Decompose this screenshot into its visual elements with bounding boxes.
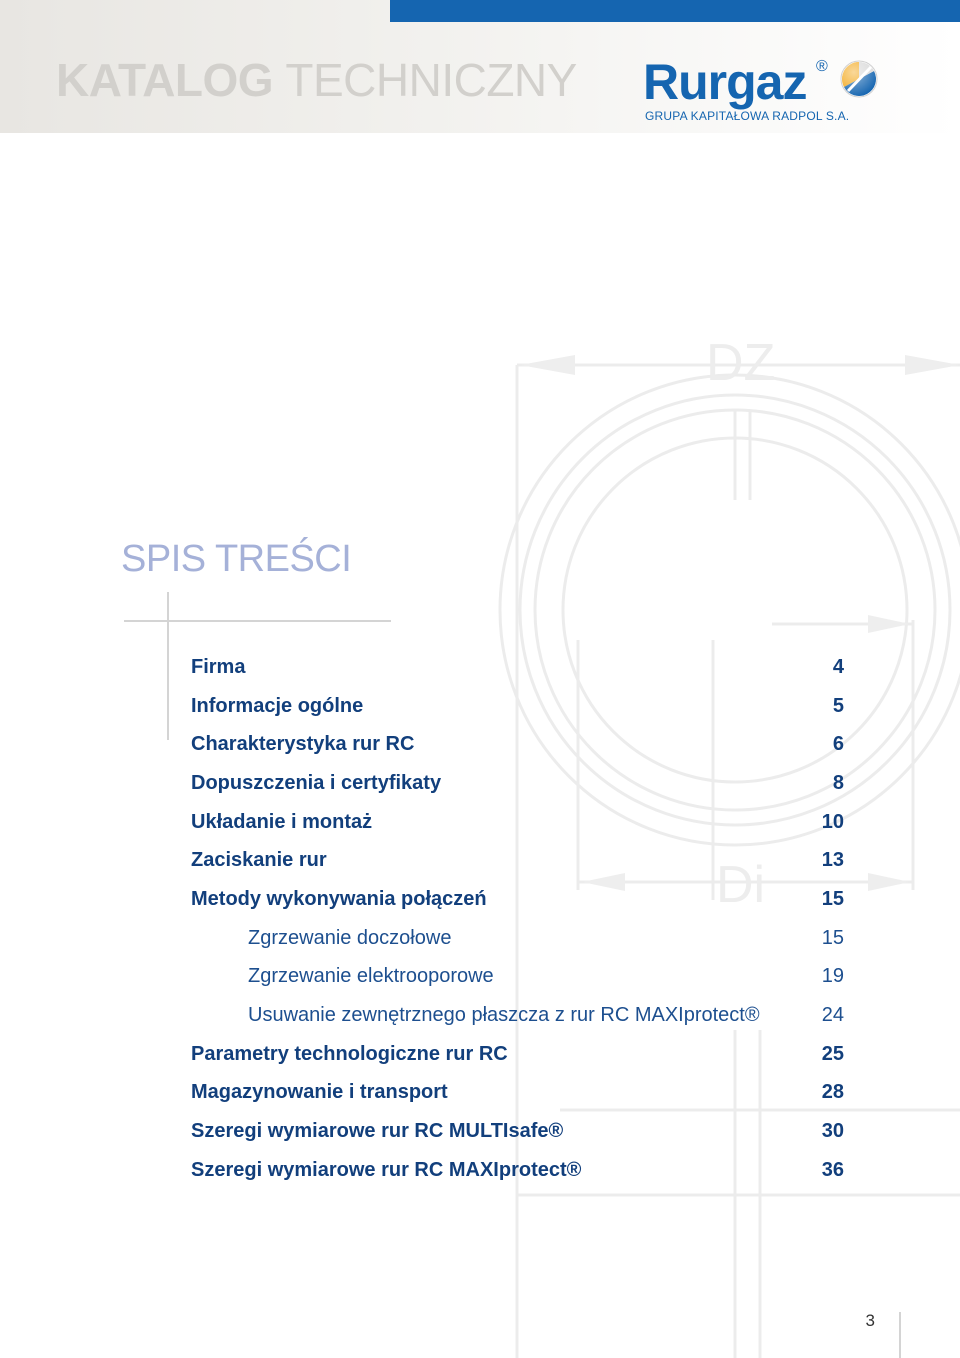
toc-entry-page: 10 (821, 811, 844, 833)
toc-entry-page: 25 (821, 1043, 844, 1065)
toc-entry-page: 13 (821, 849, 844, 871)
drawing-label-dz: DZ (706, 334, 776, 392)
toc-entry-label: Informacje ogólne (191, 695, 364, 717)
toc-entry-ukladanie[interactable] (0, 803, 960, 842)
toc-entry-page: 6 (832, 733, 844, 755)
toc-entry-page: 24 (821, 1004, 844, 1026)
toc-entry-szeregi-multisafe[interactable] (0, 1112, 960, 1151)
toc-subentry-usuwanie-plaszcza[interactable] (0, 996, 960, 1035)
toc-subentry-zgrzewanie-doczolowe[interactable] (0, 919, 960, 958)
toc-entry-label: Zgrzewanie doczołowe (248, 927, 452, 949)
drawing-label-di: Di (716, 856, 766, 914)
toc-entry-magazynowanie[interactable] (0, 1073, 960, 1112)
toc-entry-page: 30 (821, 1120, 844, 1142)
toc-entry-page: 15 (821, 927, 844, 949)
toc-entry-zaciskanie[interactable] (0, 841, 960, 880)
logo-registered-mark: ® (816, 58, 828, 75)
toc-entry-page: 5 (832, 695, 844, 717)
toc-entry-charakterystyka[interactable] (0, 725, 960, 764)
toc-title: SPIS TREŚCI (121, 538, 352, 580)
toc-entry-page: 15 (821, 888, 844, 910)
toc-entry-label: Usuwanie zewnętrznego płaszcza z rur RC MAXIprotect® (248, 1004, 760, 1026)
catalog-title-bold: KATALOG (56, 54, 274, 106)
toc-entry-szeregi-maxiprotect[interactable] (0, 1151, 960, 1190)
toc-entry-page: 28 (821, 1081, 844, 1103)
toc-entry-page: 36 (821, 1159, 844, 1181)
logo-wordmark: Rurgaz (643, 54, 807, 110)
toc-entry-label: Szeregi wymiarowe rur RC MAXIprotect® (191, 1159, 582, 1181)
toc-entry-label: Zgrzewanie elektrooporowe (248, 965, 494, 987)
toc-entry-page: 8 (832, 772, 844, 794)
toc-subentry-zgrzewanie-elektrooporowe[interactable] (0, 957, 960, 996)
page-number-divider (899, 1312, 901, 1358)
title-divider-horizontal (124, 620, 391, 622)
toc-entry-label: Firma (191, 656, 246, 678)
toc-entry-firma[interactable] (0, 648, 960, 687)
toc-entry-parametry[interactable] (0, 1035, 960, 1074)
toc-entry-dopuszczenia[interactable] (0, 764, 960, 803)
page-number: 3 (865, 1311, 875, 1330)
toc-entry-label: Parametry technologiczne rur RC (191, 1043, 508, 1065)
toc-entry-page: 19 (821, 965, 844, 987)
toc-entry-label: Układanie i montaż (191, 811, 373, 833)
catalog-title-light: TECHNICZNY (285, 54, 577, 106)
toc-entry-label: Metody wykonywania połączeń (191, 888, 487, 910)
logo-subtitle: GRUPA KAPITAŁOWA RADPOL S.A. (645, 109, 850, 123)
toc-entry-informacje-ogolne[interactable] (0, 687, 960, 726)
toc-entry-label: Charakterystyka rur RC (191, 733, 415, 755)
toc-entry-label: Szeregi wymiarowe rur RC MULTIsafe® (191, 1120, 564, 1142)
toc-entry-label: Zaciskanie rur (191, 849, 327, 871)
toc-entry-metody-polaczen[interactable] (0, 880, 960, 919)
toc-entry-page: 4 (832, 656, 844, 678)
toc-entry-label: Magazynowanie i transport (191, 1081, 448, 1103)
toc-entry-label: Dopuszczenia i certyfikaty (191, 772, 442, 794)
